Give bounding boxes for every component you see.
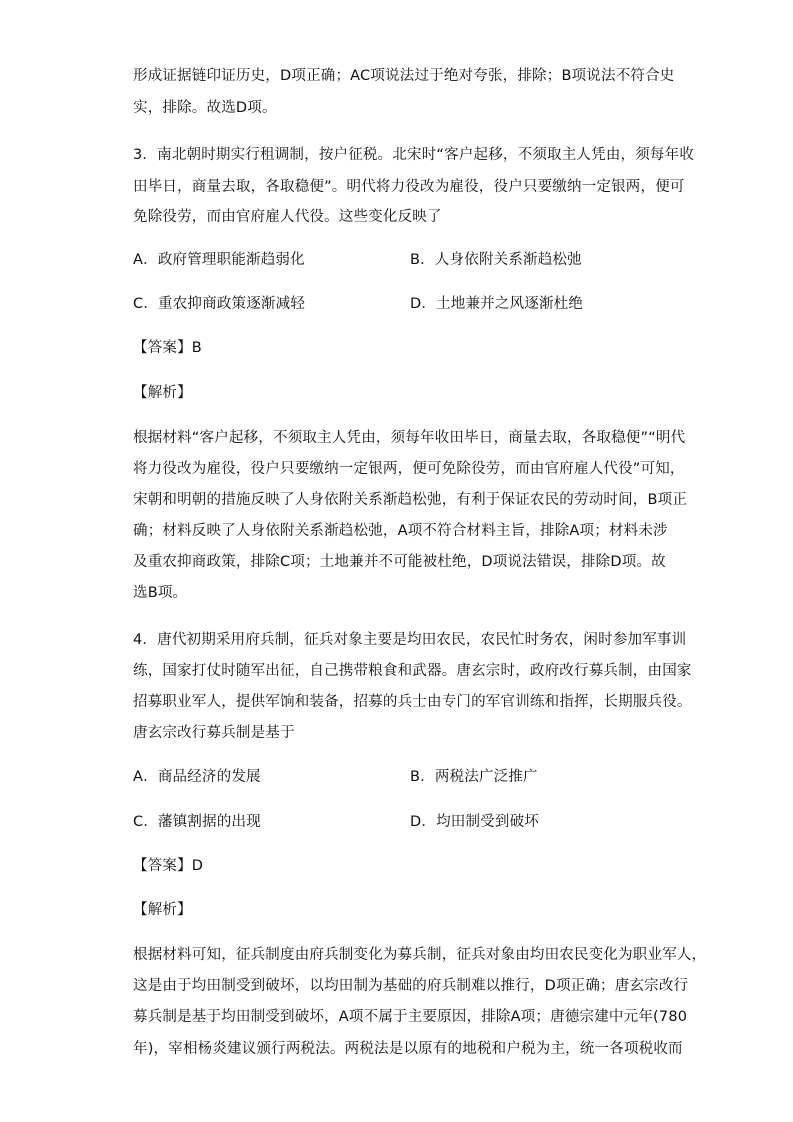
text-line: 唐玄宗改行募兵制是基于 [133, 725, 295, 741]
answer-label: 【答案】B [133, 340, 202, 356]
text-line: 实，排除。故选D项。 [133, 100, 277, 116]
text-line: 宋朝和明朝的措施反映了人身依附关系渐趋松弛，有利于保证农民的劳动时间，B项正 [133, 492, 688, 508]
option-c: C．重农抑商政策逐渐减轻 [133, 296, 306, 312]
text-line: 及重农抑商政策，排除C项；土地兼并不可能被杜绝，D项说法错误，排除D项。故 [133, 554, 666, 570]
analysis-label: 【解析】 [133, 385, 192, 401]
text-line: 招募职业军人，提供军饷和装备，招募的兵士由专门的军官训练和指挥，长期服兵役。 [133, 694, 692, 710]
text-line: 募兵制是基于均田制受到破坏，A项不属于主要原因，排除A项；唐德宗建中元年(780 [133, 1009, 688, 1025]
text-line: 免除役劳，而由官府雇人代役。这些变化反映了 [133, 209, 442, 225]
text-line: 田毕日，商量去取，各取稳便”。明代将力役改为雇役，役户只要缴纳一定银两，便可 [133, 179, 685, 195]
option-d: D．土地兼并之风逐渐杜绝 [410, 296, 584, 312]
option-b: B．人身依附关系渐趋松弛 [410, 252, 582, 268]
analysis-text: 根据材料可知，征兵制度由府兵制变化为募兵制，征兵对象由均田农民变化为职业军人， [133, 947, 707, 963]
answer-label: 【答案】D [133, 858, 204, 874]
text-line: 选B项。 [133, 585, 188, 601]
option-d: D．均田制受到破坏 [410, 814, 539, 830]
text-line: 练，国家打仗时随军出征，自己携带粮食和武器。唐玄宗时，政府改行募兵制，由国家 [133, 663, 692, 679]
text-line: 年)，宰相杨炎建议颁行两税法。两税法是以原有的地税和户税为主，统一各项税收而 [133, 1041, 683, 1057]
text-line: 确；材料反映了人身依附关系渐趋松弛，A项不符合材料主旨，排除A项；材料未涉 [133, 523, 668, 539]
question-3-stem: 3．南北朝时期实行租调制，按户征税。北宋时“客户起移，不须取主人凭由，须每年收 [133, 147, 695, 163]
text-line: 形成证据链印证历史，D项正确；AC项说法过于绝对夸张，排除；B项说法不符合史 [133, 68, 675, 84]
option-b: B．两税法广泛推广 [410, 769, 538, 785]
analysis-label: 【解析】 [133, 902, 192, 918]
option-a: A．政府管理职能渐趋弱化 [133, 252, 305, 268]
text-line: 将力役改为雇役，役户只要缴纳一定银两，便可免除役劳，而由官府雇人代役”可知， [133, 461, 685, 477]
question-4-stem: 4．唐代初期采用府兵制，征兵对象主要是均田农民，农民忙时务农，闲时参加军事训 [133, 632, 687, 648]
text-line: 这是由于均田制受到破坏，以均田制为基础的府兵制难以推行，D项正确；唐玄宗改行 [133, 978, 689, 994]
option-c: C．藩镇割据的出现 [133, 814, 261, 830]
analysis-text: 根据材料“客户起移，不须取主人凭由，须每年收田毕日，商量去取，各取稳便”“明代 [133, 430, 686, 446]
option-a: A．商品经济的发展 [133, 769, 261, 785]
